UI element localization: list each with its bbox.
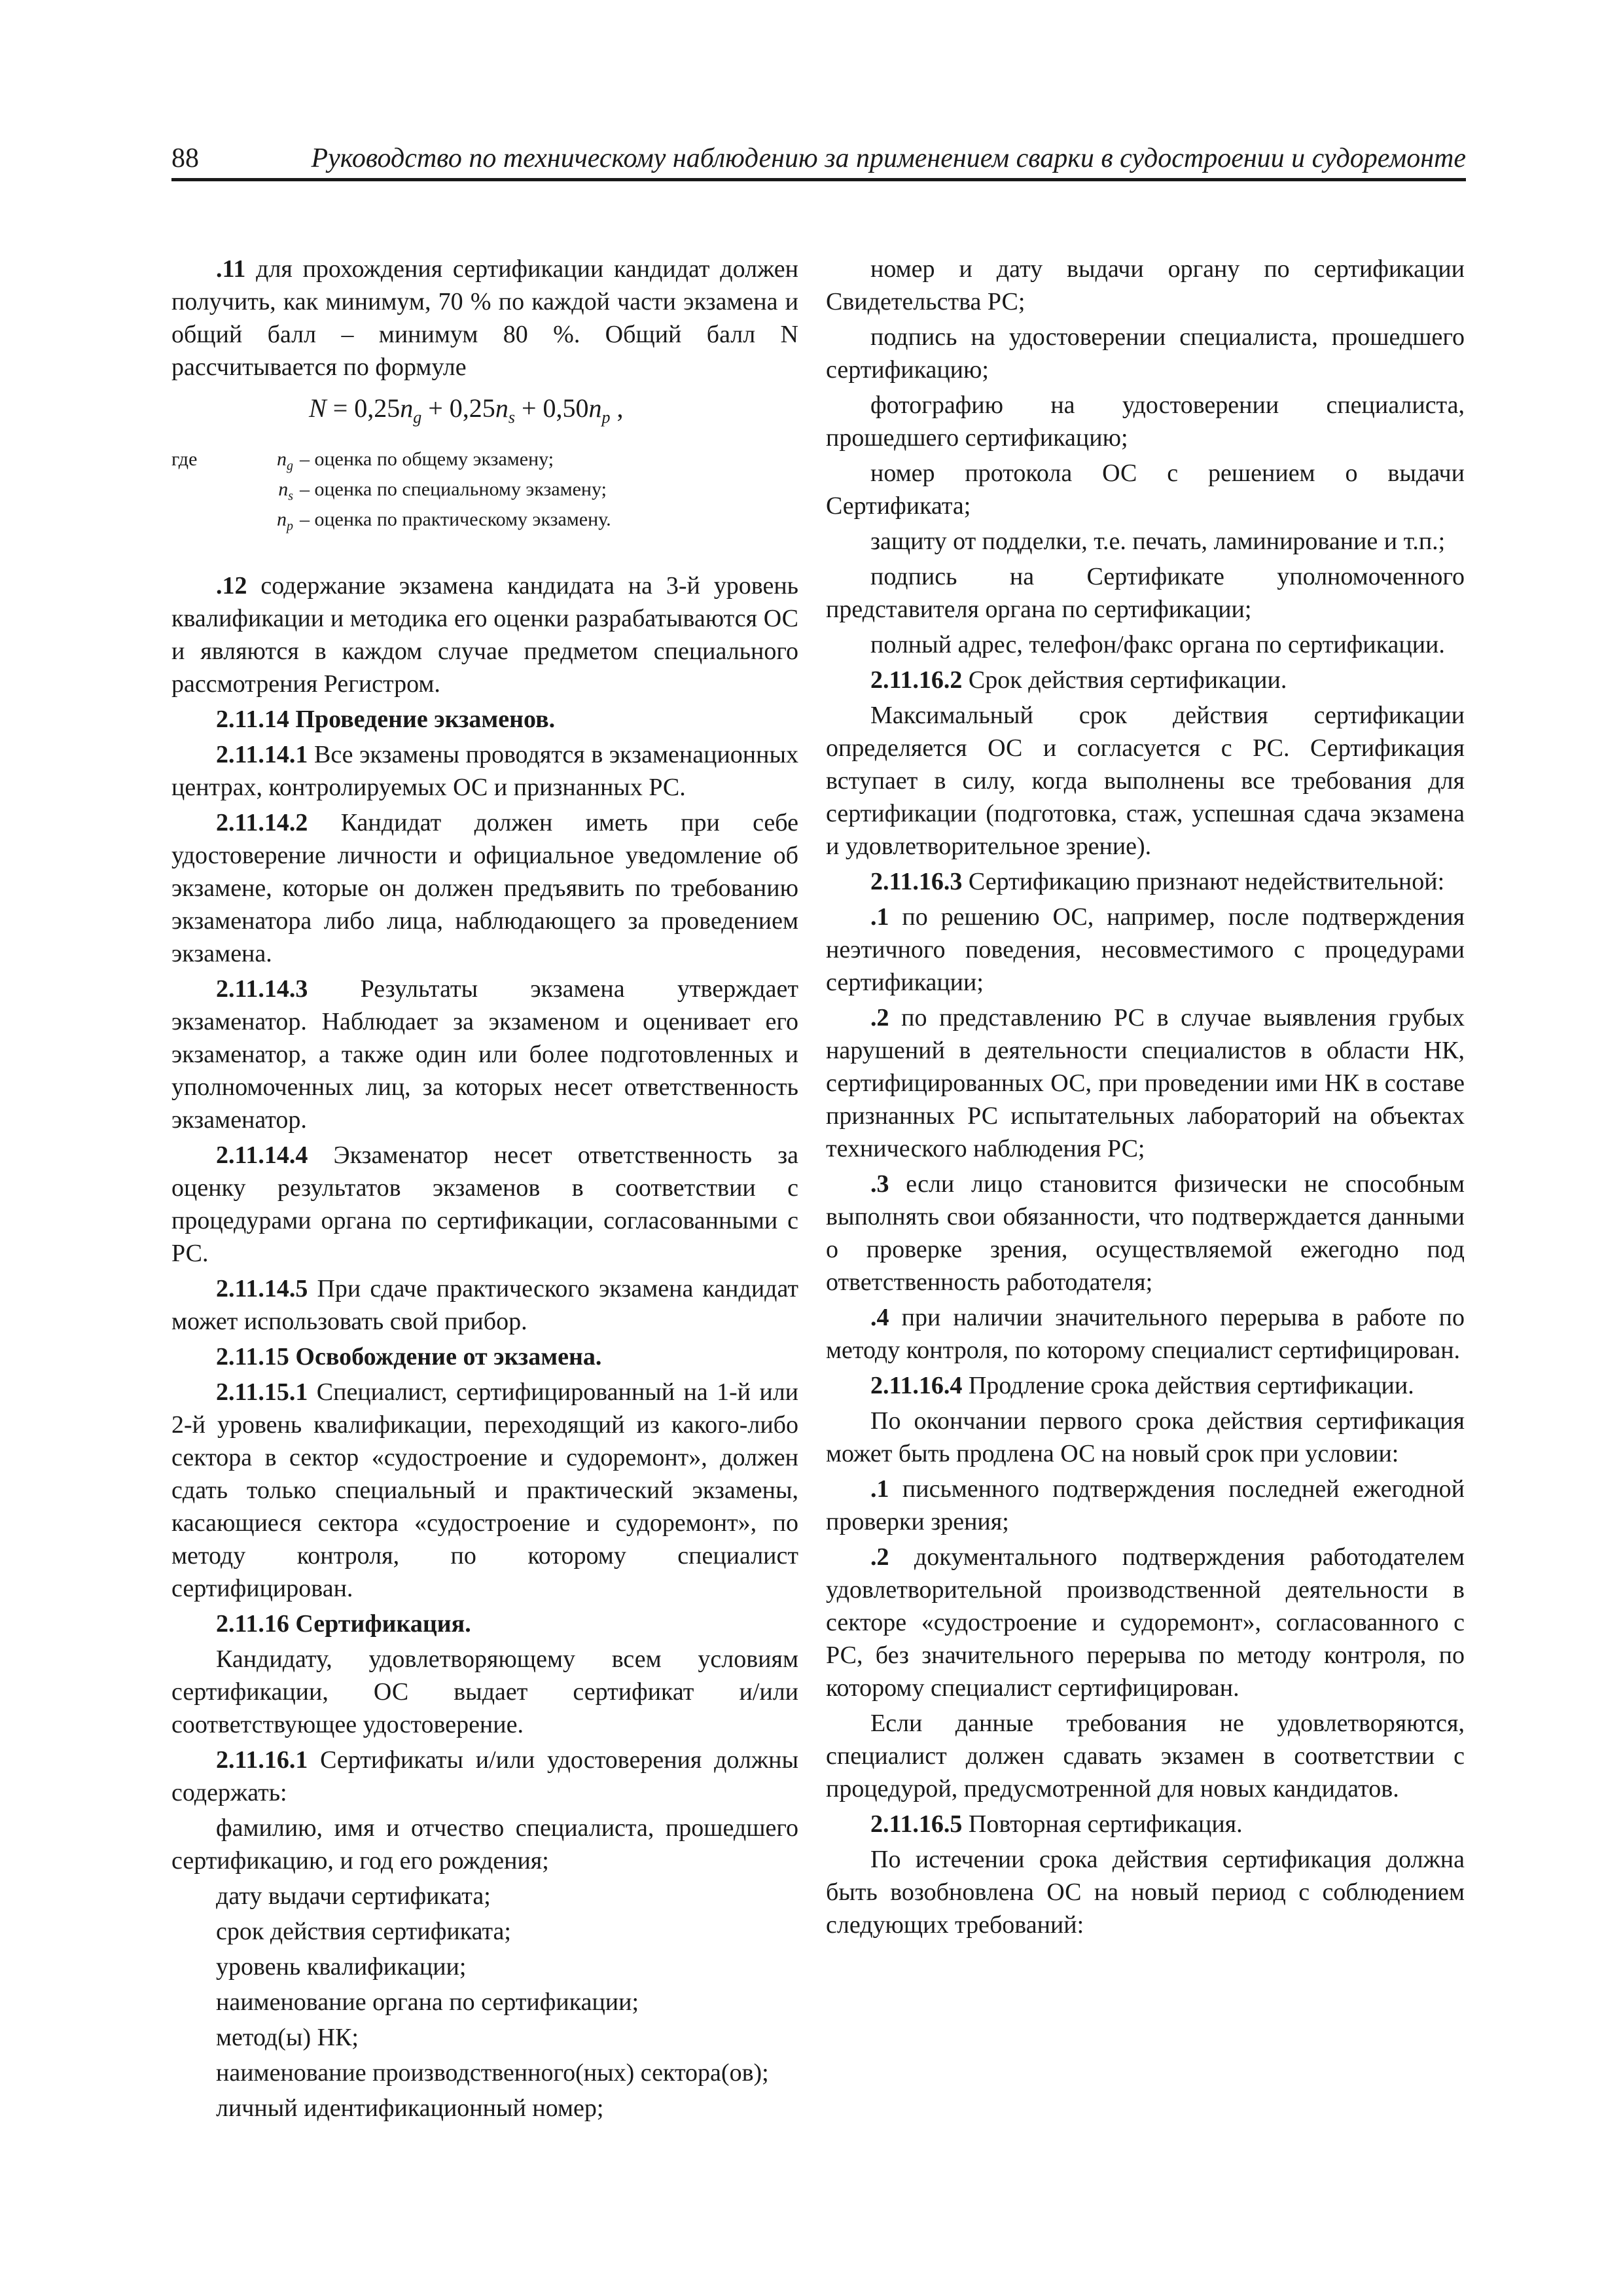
- right-column: [826, 253, 1465, 1944]
- paragraph: 2.11.14.3 Результаты экзамена утверждает экзаменатор. Наблюдает за экзаменом и оценивает его экзаменатор, а также один или более подготовленных и уполномоченных лиц, за которых несет ответственность экзаменатор.: [171, 975, 798, 1134]
- list-item: подпись на Сертификате уполномоченного представителя органа по сертификации;: [826, 563, 1465, 623]
- paragraph: 2.11.16.2 Срок действия сертификации.: [870, 666, 1287, 694]
- paragraph: .12 содержание экзамена кандидата на 3-й уровень квалификации и методика его оценки разрабатываются ОС и являются в каждом случае предметом специального рассмотрения Регистром.: [171, 572, 798, 698]
- paragraph: .2 документального подтверждения работодателем удовлетворительной производственной деятельности в секторе «судостроение и судоремонт», согласованного с РС, без значительного перерыва по методу контроля, по которому специалист сертифицирован.: [826, 1543, 1465, 1702]
- list-item: номер протокола ОС с решением о выдачи Сертификата;: [826, 459, 1465, 520]
- left-column: [171, 253, 798, 2127]
- section-heading: 2.11.14 Проведение экзаменов.: [216, 706, 556, 733]
- paragraph: 2.11.16.3 Сертификацию признают недействительной:: [870, 868, 1445, 895]
- paragraph: 2.11.14.2 Кандидат должен иметь при себе удостоверение личности и официальное уведомление об экзамене, которые он должен предъявить по требованию экзаменатора либо лица, наблюдающего за проведением экзамена.: [171, 809, 798, 967]
- paragraph: 2.11.14.1 Все экзамены проводятся в экзаменационных центрах, контролируемых ОС и признанных РС.: [171, 741, 798, 801]
- paragraph: 2.11.14.4 Экзаменатор несет ответственность за оценку результатов экзаменов в соответствии с процедурами органа по сертификации, согласованными с РС.: [171, 1141, 798, 1267]
- paragraph: По окончании первого срока действия сертификация может быть продлена ОС на новый срок при условии:: [826, 1407, 1465, 1467]
- list-item: дату выдачи сертификата;: [216, 1882, 491, 1910]
- paragraph: Кандидату, удовлетворяющему всем условиям сертификации, ОС выдает сертификат и/или соответствующее удостоверение.: [171, 1645, 798, 1738]
- running-title: Руководство по техническому наблюдению за применением сварки в судостроении и судоремонте: [311, 143, 1466, 173]
- paragraph: .1 письменного подтверждения последней ежегодной проверки зрения;: [826, 1475, 1465, 1535]
- list-item: наименование органа по сертификации;: [216, 1988, 639, 2016]
- paragraph: Максимальный срок действия сертификации определяется ОС и согласуется с РС. Сертификация вступает в силу, когда выполнены все требования для сертификации (подготовка, стаж, успешная сдача экзамена и удовлетворительное зрение).: [826, 702, 1465, 860]
- list-item: полный адрес, телефон/факс органа по сертификации.: [870, 631, 1445, 658]
- paragraph: .11 для прохождения сертификации кандидат должен получить, как минимум, 70 % по каждой части экзамена и общий балл – минимум 80 %. Общий балл N рассчитывается по формуле: [171, 255, 798, 381]
- definition-row: где $n_g$ – оценка по общему экзамену;: [171, 448, 554, 473]
- paragraph: По истечении срока действия сертификация должна быть возобновлена ОС на новый период с соблюдением следующих требований:: [826, 1846, 1465, 1939]
- list-item: подпись на удостоверении специалиста, прошедшего сертификацию;: [826, 323, 1465, 384]
- list-item: номер и дату выдачи органу по сертификации Свидетельства РС;: [826, 255, 1465, 315]
- formula: $N = 0,25n_g + 0,25n_s + 0,50n_p$ ,: [309, 393, 624, 427]
- running-header: [171, 140, 1466, 177]
- paragraph: .4 при наличии значительного перерыва в работе по методу контроля, по которому специалист сертифицирован.: [826, 1304, 1465, 1364]
- page-number: 88: [171, 143, 199, 173]
- section-heading: 2.11.16 Сертификация.: [216, 1610, 471, 1638]
- section-heading: 2.11.15 Освобождение от экзамена.: [216, 1343, 602, 1371]
- paragraph: Если данные требования не удовлетворяются, специалист должен сдавать экзамен в соответствии с процедурой, предусмотренной для новых кандидатов.: [826, 1710, 1465, 1803]
- list-item: личный идентификационный номер;: [216, 2094, 604, 2122]
- list-item: метод(ы) НК;: [216, 2024, 359, 2051]
- definition-row: $n_p$ – оценка по практическому экзамену.: [277, 509, 611, 533]
- list-item: защиту от подделки, т.е. печать, ламинирование и т.п.;: [870, 528, 1446, 555]
- definition-row: $n_s$ – оценка по специальному экзамену;: [278, 478, 607, 503]
- paragraph: 2.11.16.1 Сертификаты и/или удостоверения должны содержать:: [171, 1746, 798, 1806]
- paragraph: .2 по представлению РС в случае выявления грубых нарушений в деятельности специалистов в области НК, сертифицированных ОС, при проведении ими НК в составе признанных РС испытательных лабораторий на объектах технического наблюдения РС;: [826, 1004, 1465, 1162]
- paragraph: .3 если лицо становится физически не способным выполнять свои обязанности, что подтверждается данными о проверке зрения, осуществляемой ежегодно под ответственность работодателя;: [826, 1170, 1465, 1296]
- paragraph: 2.11.16.4 Продление срока действия сертификации.: [870, 1372, 1414, 1399]
- paragraph: 2.11.16.5 Повторная сертификация.: [870, 1810, 1243, 1838]
- paragraph: .1 по решению ОС, например, после подтверждения неэтичного поведения, несовместимого с процедурами сертификации;: [826, 903, 1465, 996]
- list-item: срок действия сертификата;: [216, 1918, 511, 1945]
- paragraph: 2.11.15.1 Специалист, сертифицированный на 1-й или 2-й уровень квалификации, переходящий из какого-либо сектора в сектор «судостроение и судоремонт», должен сдать только специальный и практический экзамены, касающиеся сектора «судостроение и судоремонт», по методу контроля, по которому специалист сертифицирован.: [171, 1378, 798, 1602]
- list-item: фотографию на удостоверении специалиста, прошедшего сертификацию;: [826, 391, 1465, 452]
- paragraph: 2.11.14.5 При сдаче практического экзамена кандидат может использовать свой прибор.: [171, 1275, 798, 1335]
- formula-definitions: [171, 448, 798, 538]
- list-item: фамилию, имя и отчество специалиста, прошедшего сертификацию, и год его рождения;: [171, 1814, 798, 1874]
- list-item: наименование производственного(ных) сектора(ов);: [216, 2059, 769, 2087]
- header-rule: [171, 178, 1466, 181]
- list-item: уровень квалификации;: [216, 1953, 467, 1981]
